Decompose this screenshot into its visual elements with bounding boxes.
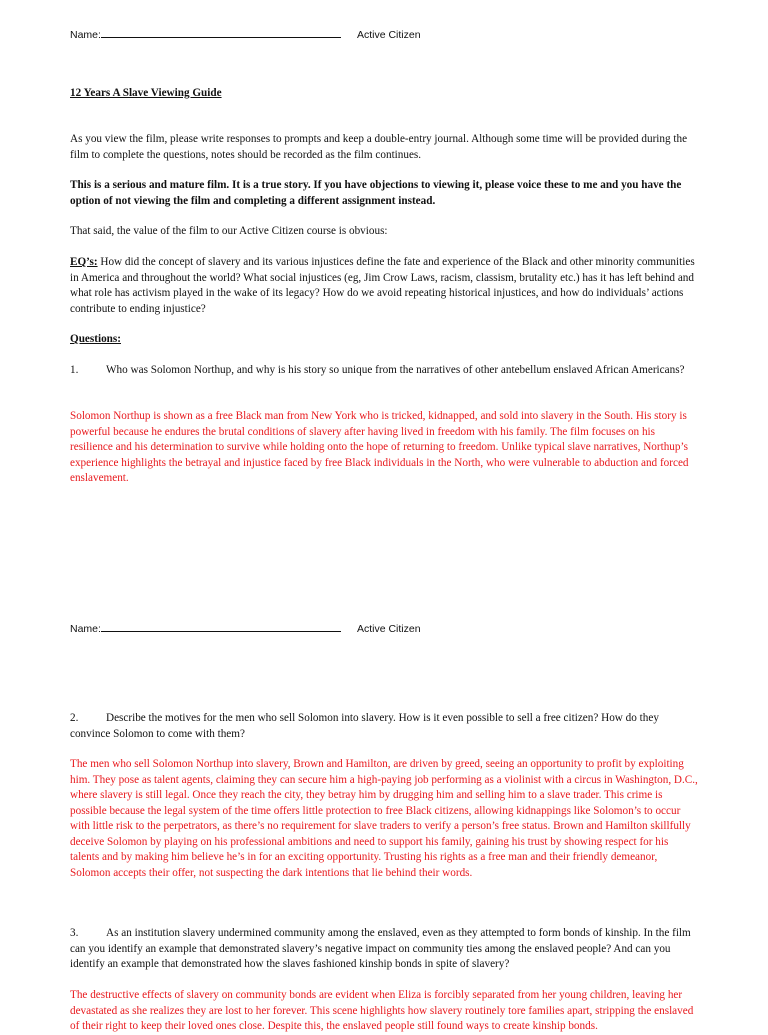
course-label: Active Citizen xyxy=(356,29,421,41)
question-prompt: Who was Solomon Northup, and why is his story so unique from the narratives of other antebellum enslaved African Americans? xyxy=(106,364,685,376)
name-label: Name: xyxy=(70,623,101,635)
question-prompt: As an institution slavery undermined community among the enslaved, even as they attempted to form bonds of kinship. In the film can you identify an example that demonstrated slavery’s negative impact on community ties among the enslaved people? And can you identify an example that demonstrated how the slaves fashioned kinship bonds in spite of slavery? xyxy=(70,927,691,970)
page-header-2 xyxy=(70,622,421,635)
name-label: Name: xyxy=(70,29,101,41)
value-statement: That said, the value of the film to our Active Citizen course is obvious: xyxy=(70,225,388,237)
question-1 xyxy=(70,363,698,379)
name-blank-line xyxy=(101,622,341,632)
answer-2: The men who sell Solomon Northup into slavery, Brown and Hamilton, are driven by greed, seeing an opportunity to profit by exploiting him. They pose as talent agents, claiming they can secure him a high-paying job performing as a violinist with a circus in Washington, D.C., where slavery is still legal. Once they reach the city, they betray him by drugging him and selling him to a slave trader. This crime is possible because the legal system of the time offers little protection to free Black citizens, allowing kidnappings like Solomon’s to occur with little risk to the perpetrators, as there’s no requirement for slave traders to verify a person’s free status. Brown and Hamilton skillfully deceive Solomon by playing on his professional ambitions and need to support his family, gaining his trust by showing respect for his talents and by making him believe he’s in for an exciting opportunity. Trusting his rights as a free man and their friendly demeanor, Solomon accepts their offer, not suspecting the dark intentions that lie behind their words. xyxy=(70,758,698,879)
course-label: Active Citizen xyxy=(356,623,421,635)
question-2 xyxy=(70,711,698,742)
warning-paragraph: This is a serious and mature film. It is a true story. If you have objections to viewing it, please voice these to me and you have the option of not viewing the film and completing a different assignment instead. xyxy=(70,179,682,207)
question-number: 2. xyxy=(70,712,79,724)
page-header-1 xyxy=(70,28,421,41)
eq-text: How did the concept of slavery and its various injustices define the fate and experience of the Black and other minority communities in America and throughout the world? What social injustices (eg, Jim Crow Laws, racism, classism, brutality etc.) has it has left behind and what role has activism played in the wake of its legacy? How do we avoid repeating historical injustices, and how do individuals’ actions contribute to ending injustice? xyxy=(70,256,695,315)
eq-label: EQ’s: xyxy=(70,256,98,268)
document-title: 12 Years A Slave Viewing Guide xyxy=(70,87,222,99)
name-blank-line xyxy=(101,28,341,38)
essential-questions xyxy=(70,255,698,317)
questions-heading: Questions: xyxy=(70,333,121,345)
question-number: 3. xyxy=(70,927,79,939)
question-prompt: Describe the motives for the men who sell Solomon into slavery. How is it even possible to sell a free citizen? How do they convince Solomon to come with them? xyxy=(70,712,659,740)
answer-1: Solomon Northup is shown as a free Black man from New York who is tricked, kidnapped, and sold into slavery in the South. His story is powerful because he endures the brutal conditions of slavery after having lived in freedom with his family. The film focuses on his resilience and his determination to survive while holding onto the hope of returning to freedom. Unlike typical slave narratives, Northup’s experience highlights the betrayal and injustice faced by free Black individuals in the North, who were vulnerable to abduction and forced enslavement. xyxy=(70,410,689,484)
question-3 xyxy=(70,926,698,973)
answer-3: The destructive effects of slavery on community bonds are evident when Eliza is forcibly separated from her young children, leaving her devastated as she realizes they are lost to her forever. This scene highlights how slavery routinely tore families apart, stripping the enslaved of their right to keep their loved ones close. Despite this, the enslaved people still found ways to create kinship bonds. xyxy=(70,989,694,1032)
intro-paragraph: As you view the film, please write responses to prompts and keep a double-entry journal. Although some time will be provided during the film to complete the questions, notes should be recorded as the film continues. xyxy=(70,133,688,161)
question-number: 1. xyxy=(70,364,79,376)
